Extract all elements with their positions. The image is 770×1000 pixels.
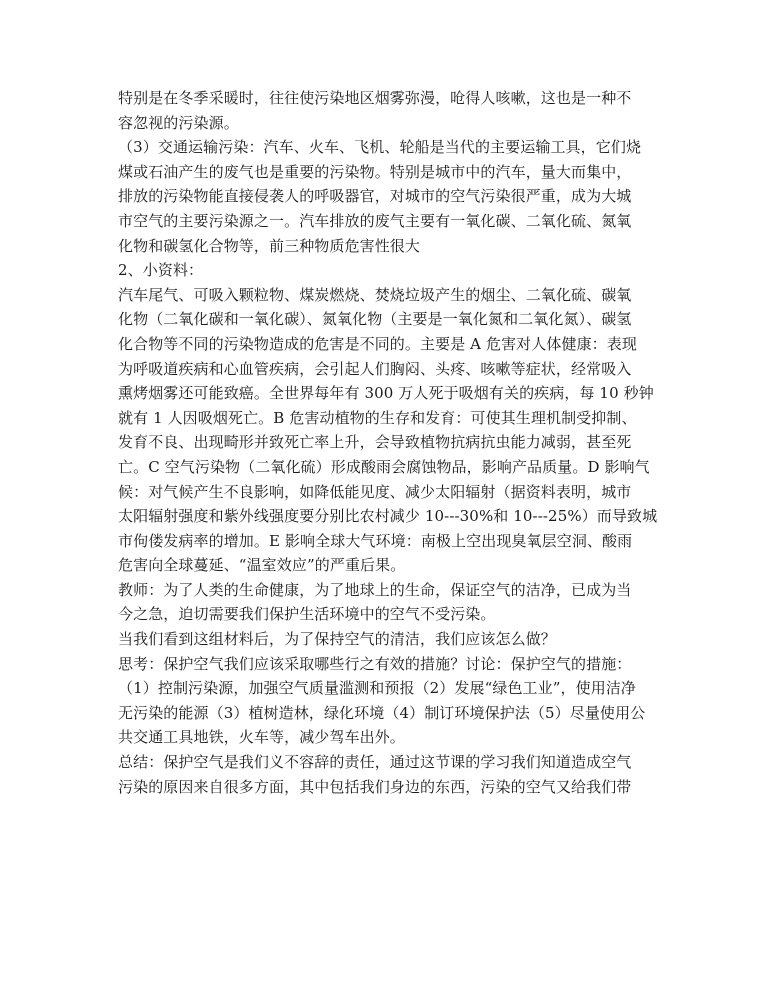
text-line: 污染的原因来自很多方面，其中包括我们身边的东西，污染的空气又给我们带	[118, 777, 632, 796]
text-line: 教师：为了人类的生命健康，为了地球上的生命，保证空气的洁净，已成为当	[118, 580, 632, 599]
text-line: 当我们看到这组材料后，为了保持空气的清洁，我们应该怎么做？	[118, 630, 556, 649]
text-line: 危害向全球蔓延、“温室效应”的严重后果。	[118, 556, 406, 575]
text-line: 熏烤烟雾还可能致癌。全世界每年有 300 万人死于吸烟有关的疾病，每 10 秒钟	[118, 384, 654, 403]
text-line: 为呼吸道疾病和心血管疾病，会引起人们胸闷、头疼、咳嗽等症状，经常吸入	[118, 359, 632, 378]
text-line: 化合物等不同的污染物造成的危害是不同的。主要是 A 危害对人体健康：表现	[118, 334, 637, 353]
text-line: 煤或石油产生的废气也是重要的污染物。特别是城市中的汽车，量大而集中，	[118, 162, 632, 181]
text-line: 化物和碳氢化合物等，前三种物质危害性很大	[118, 236, 421, 255]
text-line: 化物（二氧化碳和一氧化碳）、氮氧化物（主要是一氧化氮和二氧化氮）、碳氢	[118, 310, 632, 329]
section-heading: 2、小资料：	[118, 261, 204, 280]
text-line: 就有 1 人因吸烟死亡。B 危害动植物的生存和发育：可使其生理机制受抑制、	[118, 408, 637, 427]
text-line: 特别是在冬季采暖时，往往使污染地区烟雾弥漫，呛得人咳嗽，这也是一种不	[118, 89, 632, 107]
text-line: 总结：保护空气是我们义不容辞的责任，通过这节课的学习我们知道造成空气	[118, 753, 632, 772]
text-line: 共交通工具地铁，火车等，减少驾车出外。	[118, 728, 405, 747]
text-line: 亡。C 空气污染物（二氧化硫）形成酸雨会腐蚀物品，影响产品质量。D 影响气	[118, 457, 650, 476]
text-line: （1）控制污染源，加强空气质量滥测和预报（2）发展“绿色工业”，使用洁净	[118, 679, 637, 698]
text-line: 今之急，迫切需要我们保护生活环境中的空气不受污染。	[118, 605, 496, 624]
document-body	[118, 86, 658, 799]
text-line: 市佝偻发病率的增加。E 影响全球大气环境：南极上空出现臭氧层空洞、酸雨	[118, 531, 633, 550]
text-line: 排放的污染物能直接侵袭人的呼吸器官，对城市的空气污染很严重，成为大城	[118, 187, 632, 206]
text-line: （3）交通运输污染：汽车、火车、飞机、轮船是当代的主要运输工具，它们烧	[118, 138, 642, 157]
text-line: 思考：保护空气我们应该采取哪些行之有效的措施？讨论：保护空气的措施：	[118, 654, 632, 673]
text-line: 太阳辐射强度和紫外线强度要分别比农村减少 10---30%和 10---25%）而导致城	[118, 507, 658, 526]
text-line: 汽车尾气、可吸入颗粒物、煤炭燃烧、焚烧垃圾产生的烟尘、二氧化硫、碳氧	[118, 285, 632, 304]
text-line: 发育不良、出现畸形并致死亡率上升，会导致植物抗病抗虫能力减弱，甚至死	[118, 433, 632, 452]
text-line: 容忽视的污染源。	[118, 113, 239, 132]
text-line: 无污染的能源（3）植树造林，绿化环境（4）制订环境保护法（5）尽量使用公	[118, 703, 646, 722]
text-line: 候：对气候产生不良影响，如降低能见度、减少太阳辐射（据资料表明，城市	[118, 482, 632, 501]
text-line: 市空气的主要污染源之一。汽车排放的废气主要有一氧化碳、二氧化硫、氮氧	[118, 211, 632, 230]
